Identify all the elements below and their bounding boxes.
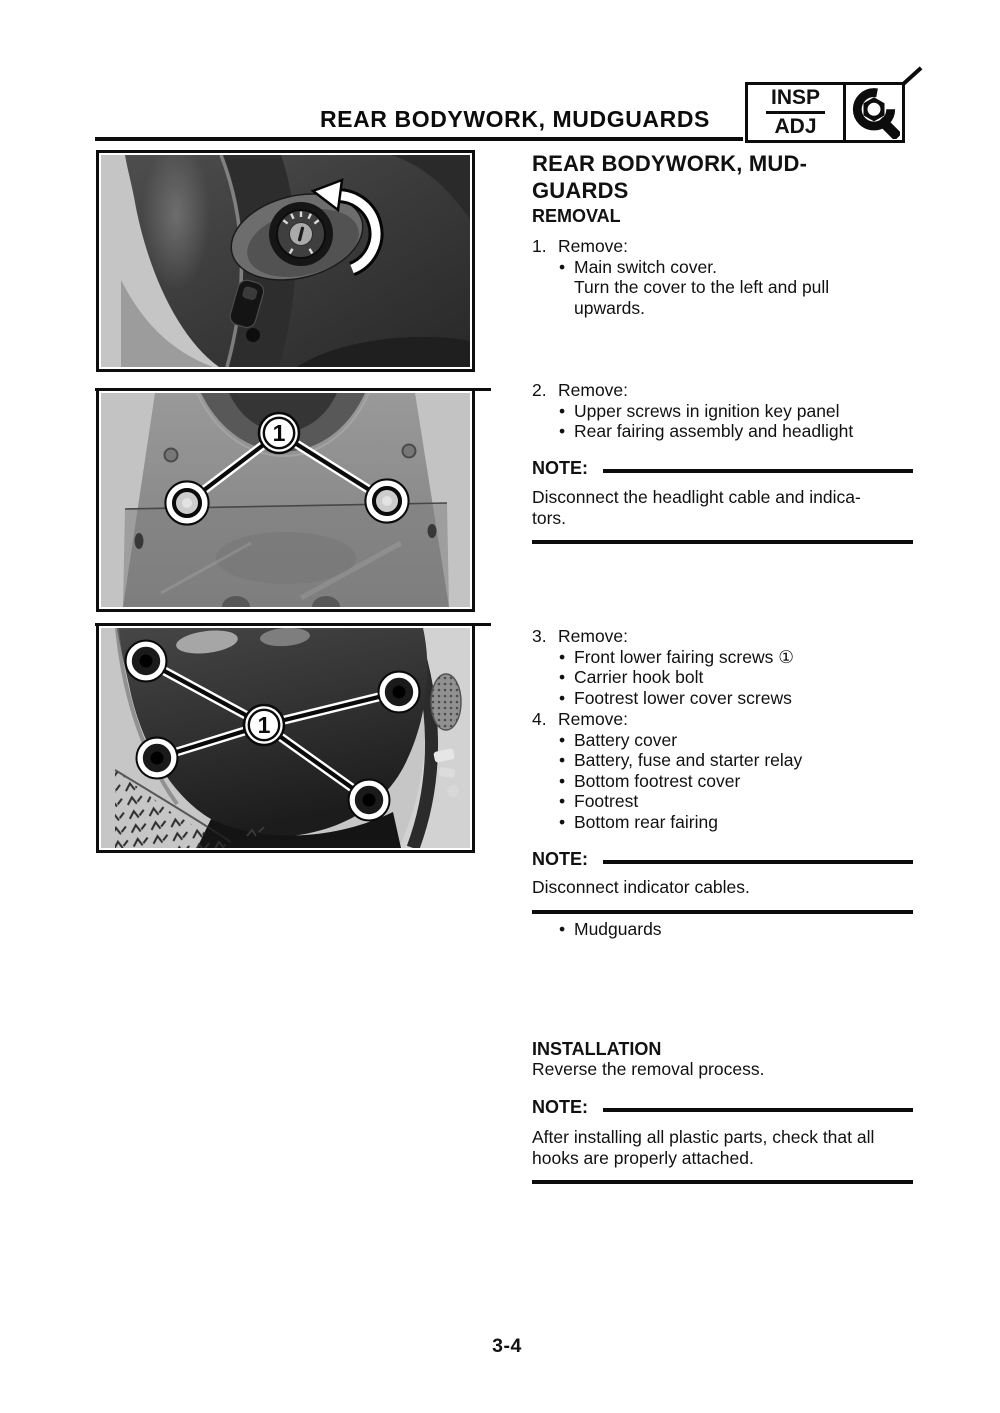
step-verb: Remove: xyxy=(558,236,629,256)
page-header-title: REAR BODYWORK, MUDGUARDS xyxy=(319,106,710,132)
bullet-item: • Main switch cover. xyxy=(559,256,717,277)
step-number: 3. xyxy=(532,626,547,646)
callout-number-1 xyxy=(244,705,284,745)
bullet-icon: • xyxy=(559,811,566,832)
note-3-text: After installing all plastic parts, check that all hooks are properly attached. xyxy=(532,1127,875,1168)
note-1 xyxy=(532,458,913,479)
bullet-item: • Bottom rear fairing xyxy=(559,811,718,832)
bullet-icon: • xyxy=(559,729,566,750)
screw-marker xyxy=(126,641,167,682)
installation-text: Reverse the removal process. xyxy=(532,1059,765,1079)
tab-adj-label: ADJ xyxy=(774,115,817,138)
article-title xyxy=(532,151,922,204)
removal-heading: REMOVAL xyxy=(532,206,621,226)
article-title-line2: GUARDS xyxy=(532,177,629,203)
section-tab xyxy=(745,82,905,143)
note-1-text: Disconnect the headlight cable and indica- tors. xyxy=(532,487,861,528)
bullet-icon: • xyxy=(559,750,566,771)
bullet-item: • Carrier hook bolt xyxy=(559,667,704,688)
bullet-item: • Footrest lower cover screws xyxy=(559,687,792,708)
note-3 xyxy=(532,1097,913,1118)
figure-front-lower-fairing xyxy=(96,623,475,853)
bullet-item: • Front lower fairing screws ① xyxy=(559,646,794,667)
bullet-item: • Mudguards xyxy=(559,919,662,939)
step-1 xyxy=(532,236,922,318)
bullet-item: • Battery, fuse and starter relay xyxy=(559,750,803,771)
bullet-item: • Footrest xyxy=(559,791,639,812)
bullet-icon: • xyxy=(559,687,566,708)
bullet-item: • Rear fairing assembly and headlight xyxy=(559,421,854,442)
step-2 xyxy=(532,380,922,442)
header-rule xyxy=(95,137,743,141)
bullet-icon: • xyxy=(559,919,566,939)
page-number: 3-4 xyxy=(492,1335,522,1357)
figure-main-switch-cover xyxy=(96,150,475,372)
step-number: 1. xyxy=(532,236,547,256)
mudguards-item xyxy=(532,919,922,940)
bullet-item: • Upper screws in ignition key panel xyxy=(559,400,840,421)
callout-number-1 xyxy=(259,413,299,453)
note-2 xyxy=(532,849,913,870)
main-switch-photo-art xyxy=(101,155,470,367)
article-title-line1: REAR BODYWORK, MUD- xyxy=(532,151,808,176)
note-2-text: Disconnect indicator cables. xyxy=(532,877,750,897)
note-end-rule xyxy=(532,540,913,544)
note-end-rule xyxy=(532,1180,913,1184)
note-rule xyxy=(603,469,913,473)
svg-text:1: 1 xyxy=(272,420,286,446)
note-label: NOTE: xyxy=(532,458,588,478)
step-4 xyxy=(532,709,922,833)
bullet-item: • Battery cover xyxy=(559,729,678,750)
step-verb: Remove: xyxy=(558,709,629,729)
wrench-nut-icon xyxy=(846,85,902,140)
svg-text:1: 1 xyxy=(257,712,271,738)
step-verb: Remove: xyxy=(558,626,629,646)
step-verb: Remove: xyxy=(558,380,629,400)
lower-fairing-photo-art xyxy=(101,628,470,848)
bullet-icon: • xyxy=(559,791,566,812)
bullet-continuation: Turn the cover to the left and pull xyxy=(574,277,830,298)
key-panel-photo-art xyxy=(101,393,470,607)
tab-text-cell xyxy=(748,85,846,140)
note-label: NOTE: xyxy=(532,849,588,869)
bullet-icon: • xyxy=(559,421,566,442)
step-number: 2. xyxy=(532,380,547,400)
bullet-icon: • xyxy=(559,770,566,791)
tab-corner-line xyxy=(902,66,922,85)
step-number: 4. xyxy=(532,709,547,729)
screw-marker xyxy=(349,780,390,821)
bullet-icon: • xyxy=(559,400,566,421)
bullet-icon: • xyxy=(559,667,566,688)
installation-heading: INSTALLATION xyxy=(532,1039,662,1059)
bullet-item: • Bottom footrest cover xyxy=(559,770,741,791)
bullet-continuation: upwards. xyxy=(574,297,646,318)
tab-insp-label: INSP xyxy=(766,86,825,114)
step-3 xyxy=(532,626,922,708)
bullet-icon: • xyxy=(559,646,566,667)
screw-marker xyxy=(137,738,178,779)
note-label: NOTE: xyxy=(532,1097,588,1117)
note-rule xyxy=(603,1108,913,1112)
note-rule xyxy=(603,860,913,864)
note-end-rule xyxy=(532,910,913,914)
screw-marker xyxy=(379,672,420,713)
figure-ignition-key-panel xyxy=(96,388,475,612)
bullet-icon: • xyxy=(559,256,566,277)
